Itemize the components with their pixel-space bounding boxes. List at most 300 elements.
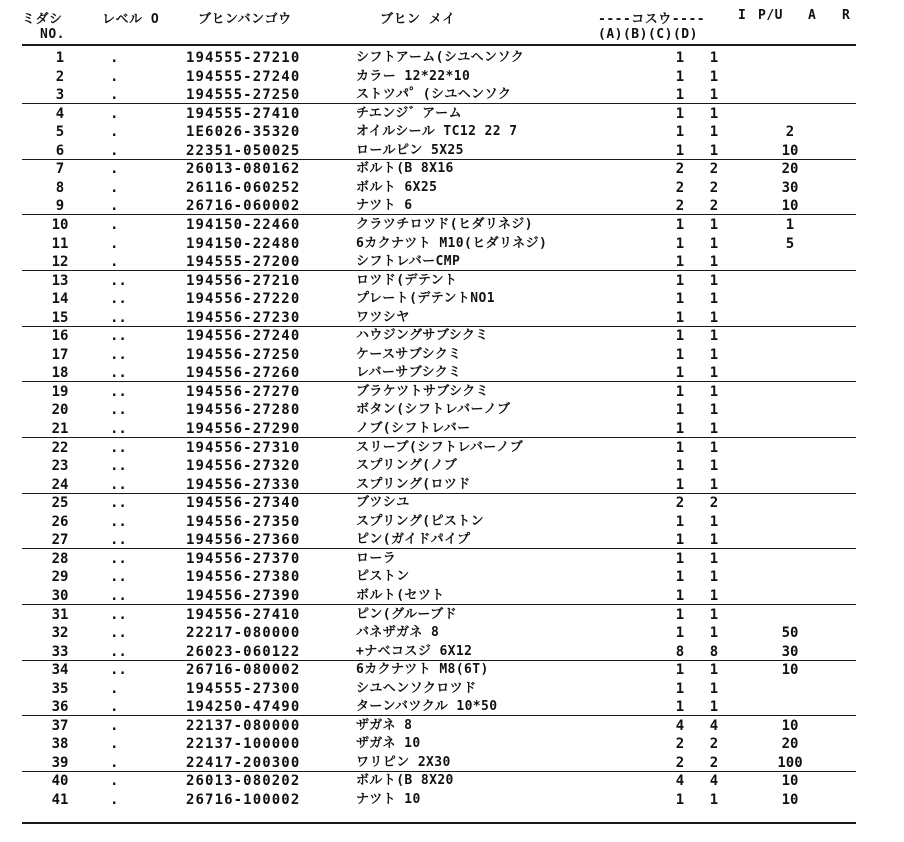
- row-qty-a: 1: [675, 699, 685, 716]
- row-qty-a: 1: [675, 587, 685, 604]
- row-qty-a: 1: [675, 476, 685, 493]
- row-number: 15: [51, 309, 69, 326]
- row-part-number: 194150-22480: [186, 235, 301, 252]
- row-level: ..: [110, 439, 127, 456]
- row-level: ..: [110, 625, 127, 642]
- row-qty-c: 1: [709, 792, 719, 808]
- row-pu: 100: [777, 754, 803, 771]
- row-level: ..: [110, 476, 127, 493]
- row-level: ..: [110, 309, 127, 326]
- row-part-number: 22137-080000: [186, 717, 301, 734]
- row-qty-c: 1: [709, 216, 719, 233]
- row-qty-a: 1: [675, 254, 685, 271]
- table-row: [0, 142, 904, 160]
- row-part-name: ザガネ 8: [356, 717, 413, 733]
- table-row: [0, 383, 904, 401]
- row-part-number: 194556-27270: [186, 383, 301, 400]
- row-part-number: 22351-050025: [186, 142, 301, 159]
- row-part-number: 194556-27280: [186, 402, 301, 419]
- row-number: 3: [55, 87, 65, 104]
- row-part-name: ピン(グルーブド: [356, 606, 457, 622]
- row-qty-a: 2: [675, 495, 685, 512]
- row-qty-a: 1: [675, 346, 685, 363]
- row-part-name: ストツパ゜(シユヘンソク: [356, 87, 512, 103]
- row-part-number: 1E6026-35320: [186, 124, 301, 141]
- row-part-name: スプリング(ピストン: [356, 513, 485, 529]
- row-part-number: 194556-27260: [186, 365, 301, 382]
- row-qty-c: 1: [709, 309, 719, 326]
- table-row: [0, 717, 904, 735]
- row-number: 14: [51, 291, 69, 308]
- row-number: 22: [51, 439, 69, 456]
- row-qty-a: 1: [675, 365, 685, 382]
- row-part-number: 194556-27320: [186, 458, 301, 475]
- row-qty-c: 1: [709, 513, 719, 530]
- row-level: .: [110, 198, 119, 215]
- row-level: .: [110, 161, 119, 178]
- row-level: .: [110, 124, 119, 141]
- row-pu: 10: [781, 717, 799, 734]
- row-level: .: [110, 235, 119, 252]
- header-midashi: ミダシ: [22, 12, 63, 27]
- table-row: [0, 420, 904, 438]
- row-number: 41: [51, 792, 69, 808]
- row-part-number: 194556-27290: [186, 421, 301, 437]
- row-qty-a: 1: [675, 272, 685, 289]
- row-part-number: 194555-27240: [186, 68, 301, 85]
- row-qty-c: 1: [709, 625, 719, 642]
- header-r: R: [842, 8, 851, 23]
- row-number: 27: [51, 532, 69, 549]
- row-level: ..: [110, 513, 127, 530]
- table-row: [0, 327, 904, 345]
- row-level: .: [110, 216, 119, 233]
- row-part-number: 26013-080202: [186, 773, 301, 790]
- row-level: .: [110, 773, 119, 790]
- row-number: 32: [51, 625, 69, 642]
- row-part-name: ハウジングサブシクミ: [356, 328, 489, 344]
- row-qty-c: 1: [709, 680, 719, 697]
- row-qty-c: 1: [709, 458, 719, 475]
- row-part-number: 194556-27310: [186, 439, 301, 456]
- header-a: A: [808, 8, 817, 23]
- row-qty-a: 2: [675, 161, 685, 178]
- row-qty-c: 1: [709, 50, 719, 66]
- table-row: [0, 661, 904, 679]
- row-level: ..: [110, 532, 127, 549]
- row-part-name: シユヘンソクロツド: [356, 680, 477, 696]
- row-qty-c: 1: [709, 421, 719, 437]
- row-number: 37: [51, 717, 69, 734]
- row-level: .: [110, 105, 119, 122]
- header-rule: [22, 44, 856, 46]
- header-i: I: [738, 8, 747, 23]
- row-qty-c: 2: [709, 495, 719, 512]
- row-level: .: [110, 142, 119, 159]
- row-number: 28: [51, 550, 69, 567]
- row-qty-a: 1: [675, 792, 685, 808]
- row-qty-a: 1: [675, 569, 685, 586]
- row-qty-c: 2: [709, 179, 719, 196]
- row-number: 13: [51, 272, 69, 289]
- header-pu: P/U: [758, 8, 783, 23]
- row-part-name: ワリピン 2X30: [356, 754, 451, 770]
- row-part-number: 194555-27210: [186, 50, 301, 66]
- row-qty-a: 4: [675, 773, 685, 790]
- row-level: .: [110, 50, 119, 66]
- row-level: .: [110, 87, 119, 104]
- table-row: [0, 235, 904, 253]
- table-row: [0, 216, 904, 234]
- row-qty-a: 1: [675, 142, 685, 159]
- row-part-number: 194250-47490: [186, 699, 301, 716]
- row-number: 29: [51, 569, 69, 586]
- row-part-number: 194556-27210: [186, 272, 301, 289]
- row-level: ..: [110, 272, 127, 289]
- row-part-number: 194555-27250: [186, 87, 301, 104]
- row-qty-c: 1: [709, 87, 719, 104]
- row-pu: 30: [781, 643, 799, 660]
- row-level: ..: [110, 383, 127, 400]
- row-number: 24: [51, 476, 69, 493]
- row-part-name: 6カクナツト M8(6T): [356, 662, 489, 678]
- row-number: 5: [55, 124, 65, 141]
- row-pu: 1: [785, 216, 795, 233]
- row-part-number: 26013-080162: [186, 161, 301, 178]
- row-part-number: 194556-27380: [186, 569, 301, 586]
- row-pu: 50: [781, 625, 799, 642]
- row-number: 6: [55, 142, 65, 159]
- row-part-number: 194556-27250: [186, 346, 301, 363]
- row-qty-a: 1: [675, 402, 685, 419]
- row-pu: 10: [781, 662, 799, 679]
- row-qty-a: 1: [675, 216, 685, 233]
- row-qty-a: 1: [675, 662, 685, 679]
- row-part-name: ピストン: [356, 569, 410, 585]
- row-part-name: ナツト 10: [356, 792, 421, 807]
- row-part-name: ブラケツトサブシクミ: [356, 383, 490, 399]
- row-number: 7: [55, 161, 65, 178]
- row-number: 16: [51, 328, 69, 345]
- row-number: 9: [55, 198, 65, 215]
- row-number: 18: [51, 365, 69, 382]
- table-row: [0, 105, 904, 123]
- row-qty-a: 8: [675, 643, 685, 660]
- table-row: [0, 86, 904, 104]
- row-qty-c: 1: [709, 105, 719, 122]
- row-qty-a: 1: [675, 513, 685, 530]
- row-number: 12: [51, 254, 69, 271]
- row-number: 31: [51, 606, 69, 623]
- table-row: [0, 197, 904, 215]
- row-part-number: 194556-27360: [186, 532, 301, 549]
- row-part-number: 26716-100002: [186, 792, 301, 808]
- row-part-name: オイルシール TC12 22 7: [356, 124, 518, 140]
- row-level: ..: [110, 458, 127, 475]
- row-pu: 5: [785, 235, 795, 252]
- row-part-name: ボルト(B 8X16: [356, 161, 454, 177]
- row-level: .: [110, 254, 119, 271]
- row-number: 35: [51, 680, 69, 697]
- table-row: [0, 272, 904, 290]
- row-level: ..: [110, 569, 127, 586]
- row-qty-a: 2: [675, 179, 685, 196]
- table-row: [0, 439, 904, 457]
- table-row: [0, 754, 904, 772]
- table-row: [0, 531, 904, 549]
- row-level: ..: [110, 495, 127, 512]
- row-part-name: スリーブ(シフトレバーノブ: [356, 439, 524, 455]
- row-pu: 30: [781, 179, 799, 196]
- row-qty-c: 1: [709, 124, 719, 141]
- table-row: [0, 68, 904, 86]
- header-quantity-sub: (A)(B)(C)(D): [598, 27, 698, 42]
- row-part-name: ボルト 6X25: [356, 179, 438, 195]
- row-part-name: ロールピン 5X25: [356, 142, 464, 158]
- row-part-name: 6カクナツト M10(ヒダリネジ): [356, 235, 548, 251]
- row-part-name: ターンバツクル 10*50: [356, 699, 498, 715]
- row-qty-c: 1: [709, 439, 719, 456]
- row-part-name: ボタン(シフトレバーノブ: [356, 402, 511, 418]
- row-part-number: 194556-27340: [186, 495, 301, 512]
- row-level: ..: [110, 291, 127, 308]
- row-number: 21: [51, 421, 69, 437]
- row-qty-c: 1: [709, 476, 719, 493]
- table-row: [0, 587, 904, 605]
- row-qty-c: 1: [709, 291, 719, 308]
- row-part-number: 194556-27370: [186, 550, 301, 567]
- row-part-number: 194556-27240: [186, 328, 301, 345]
- row-qty-a: 2: [675, 198, 685, 215]
- row-number: 30: [51, 587, 69, 604]
- row-part-number: 22137-100000: [186, 736, 301, 753]
- row-qty-c: 1: [709, 402, 719, 419]
- row-pu: 10: [781, 773, 799, 790]
- row-part-number: 194556-27220: [186, 291, 301, 308]
- row-qty-c: 1: [709, 699, 719, 716]
- row-part-name: ノブ(シフトレバー: [356, 421, 471, 436]
- row-qty-a: 1: [675, 105, 685, 122]
- row-number: 25: [51, 495, 69, 512]
- row-part-name: ピン(ガイドパイプ: [356, 532, 471, 548]
- row-part-number: 26716-060002: [186, 198, 301, 215]
- table-row: [0, 401, 904, 419]
- row-qty-c: 1: [709, 587, 719, 604]
- row-number: 19: [51, 383, 69, 400]
- row-level: ..: [110, 550, 127, 567]
- row-qty-a: 1: [675, 421, 685, 437]
- row-qty-c: 1: [709, 662, 719, 679]
- row-level: ..: [110, 328, 127, 345]
- row-qty-c: 1: [709, 68, 719, 85]
- row-qty-c: 4: [709, 773, 719, 790]
- table-row: [0, 457, 904, 475]
- row-qty-a: 1: [675, 625, 685, 642]
- row-qty-c: 1: [709, 346, 719, 363]
- row-part-name: レバーサブシクミ: [356, 365, 462, 381]
- row-qty-a: 4: [675, 717, 685, 734]
- row-level: ..: [110, 606, 127, 623]
- table-row: [0, 680, 904, 698]
- row-qty-c: 1: [709, 365, 719, 382]
- row-qty-c: 1: [709, 272, 719, 289]
- row-qty-a: 2: [675, 754, 685, 771]
- row-qty-c: 1: [709, 606, 719, 623]
- row-number: 17: [51, 346, 69, 363]
- row-number: 11: [51, 235, 69, 252]
- row-number: 10: [51, 216, 69, 233]
- row-qty-c: 2: [709, 736, 719, 753]
- row-qty-c: 2: [709, 198, 719, 215]
- row-part-number: 26023-060122: [186, 643, 301, 660]
- row-part-name: プレート(デテントNO1: [356, 291, 495, 307]
- row-level: .: [110, 179, 119, 196]
- row-qty-c: 2: [709, 161, 719, 178]
- header-part-number: ブヒンバンゴウ: [198, 12, 292, 27]
- row-number: 33: [51, 643, 69, 660]
- row-part-name: スプリング(ロツド: [356, 476, 471, 492]
- row-part-number: 194556-27410: [186, 606, 301, 623]
- row-part-name: カラー 12*22*10: [356, 68, 471, 84]
- row-part-name: ナツト 6: [356, 198, 413, 214]
- row-qty-a: 1: [675, 532, 685, 549]
- table-row: [0, 513, 904, 531]
- table-row: [0, 698, 904, 716]
- row-part-number: 194556-27230: [186, 309, 301, 326]
- row-qty-a: 1: [675, 309, 685, 326]
- row-number: 4: [55, 105, 65, 122]
- header-quantity-group: ----コスウ----: [598, 12, 706, 27]
- table-row: [0, 791, 904, 809]
- row-part-name: ロツド(デテント: [356, 272, 458, 288]
- row-part-name: ケースサブシクミ: [356, 346, 462, 362]
- row-qty-c: 1: [709, 532, 719, 549]
- row-qty-c: 1: [709, 328, 719, 345]
- row-qty-a: 1: [675, 383, 685, 400]
- row-part-name: チエンジ゛アーム: [356, 105, 462, 121]
- table-row: [0, 49, 904, 67]
- row-part-number: 22417-200300: [186, 754, 301, 771]
- row-pu: 2: [785, 124, 795, 141]
- row-number: 26: [51, 513, 69, 530]
- table-row: [0, 364, 904, 382]
- table-row: [0, 309, 904, 327]
- row-level: ..: [110, 662, 127, 679]
- row-qty-a: 1: [675, 328, 685, 345]
- table-row: [0, 123, 904, 141]
- row-part-number: 194556-27390: [186, 587, 301, 604]
- row-qty-c: 1: [709, 254, 719, 271]
- row-level: .: [110, 754, 119, 771]
- table-row: [0, 253, 904, 271]
- row-level: .: [110, 717, 119, 734]
- row-part-number: 194555-27300: [186, 680, 301, 697]
- footer-rule: [22, 822, 856, 824]
- row-number: 40: [51, 773, 69, 790]
- row-qty-a: 1: [675, 68, 685, 85]
- row-part-name: ローラ: [356, 550, 397, 566]
- row-pu: 10: [781, 198, 799, 215]
- row-qty-c: 4: [709, 717, 719, 734]
- row-part-name: クラツチロツド(ヒダリネジ): [356, 216, 533, 232]
- row-level: ..: [110, 365, 127, 382]
- row-qty-a: 1: [675, 124, 685, 141]
- table-row: [0, 494, 904, 512]
- row-qty-a: 1: [675, 235, 685, 252]
- row-part-name: スプリング(ノブ: [356, 458, 458, 474]
- row-qty-c: 1: [709, 142, 719, 159]
- row-qty-c: 1: [709, 550, 719, 567]
- row-level: ..: [110, 402, 127, 419]
- row-part-name: ブツシユ: [356, 495, 410, 511]
- row-qty-c: 1: [709, 569, 719, 586]
- row-number: 2: [55, 68, 65, 85]
- row-part-number: 194556-27350: [186, 513, 301, 530]
- table-row: [0, 624, 904, 642]
- table-row: [0, 346, 904, 364]
- row-number: 23: [51, 458, 69, 475]
- row-part-name: ボルト(セツト: [356, 587, 445, 603]
- row-qty-a: 2: [675, 736, 685, 753]
- row-qty-a: 1: [675, 680, 685, 697]
- row-qty-c: 8: [709, 643, 719, 660]
- row-number: 20: [51, 402, 69, 419]
- table-row: [0, 179, 904, 197]
- row-qty-a: 1: [675, 458, 685, 475]
- table-row: [0, 160, 904, 178]
- row-pu: 20: [781, 161, 799, 178]
- row-part-number: 194556-27330: [186, 476, 301, 493]
- row-part-name: +ナベコスジ 6X12: [356, 643, 473, 659]
- row-part-name: ワツシヤ: [356, 309, 410, 325]
- row-part-name: シフトレバーCMP: [356, 254, 461, 270]
- row-part-number: 26116-060252: [186, 179, 301, 196]
- table-row: [0, 550, 904, 568]
- row-part-name: ザガネ 10: [356, 736, 421, 752]
- header-no: NO.: [40, 27, 65, 42]
- row-level: ..: [110, 643, 127, 660]
- row-level: ..: [110, 587, 127, 604]
- row-number: 1: [55, 50, 65, 66]
- row-level: .: [110, 699, 119, 716]
- row-part-name: ボルト(B 8X20: [356, 773, 454, 789]
- row-pu: 10: [781, 142, 799, 159]
- row-qty-c: 1: [709, 235, 719, 252]
- row-part-number: 22217-080000: [186, 625, 301, 642]
- table-row: [0, 735, 904, 753]
- table-row: [0, 606, 904, 624]
- row-part-name: シフトアーム(シユヘンソク: [356, 50, 525, 65]
- row-part-name: バネザガネ 8: [356, 625, 440, 641]
- table-row: [0, 643, 904, 661]
- header-level: レベル O: [102, 12, 160, 27]
- row-part-number: 194555-27200: [186, 254, 301, 271]
- row-pu: 10: [781, 792, 799, 808]
- row-qty-a: 1: [675, 291, 685, 308]
- table-row: [0, 476, 904, 494]
- row-qty-c: 2: [709, 754, 719, 771]
- row-qty-a: 1: [675, 439, 685, 456]
- row-part-number: 194555-27410: [186, 105, 301, 122]
- row-qty-a: 1: [675, 606, 685, 623]
- row-level: .: [110, 792, 119, 808]
- header-part-name: ブヒン メイ: [380, 12, 456, 27]
- row-number: 34: [51, 662, 69, 679]
- row-number: 36: [51, 699, 69, 716]
- row-level: ..: [110, 421, 127, 437]
- row-level: ..: [110, 346, 127, 363]
- row-part-number: 194150-22460: [186, 216, 301, 233]
